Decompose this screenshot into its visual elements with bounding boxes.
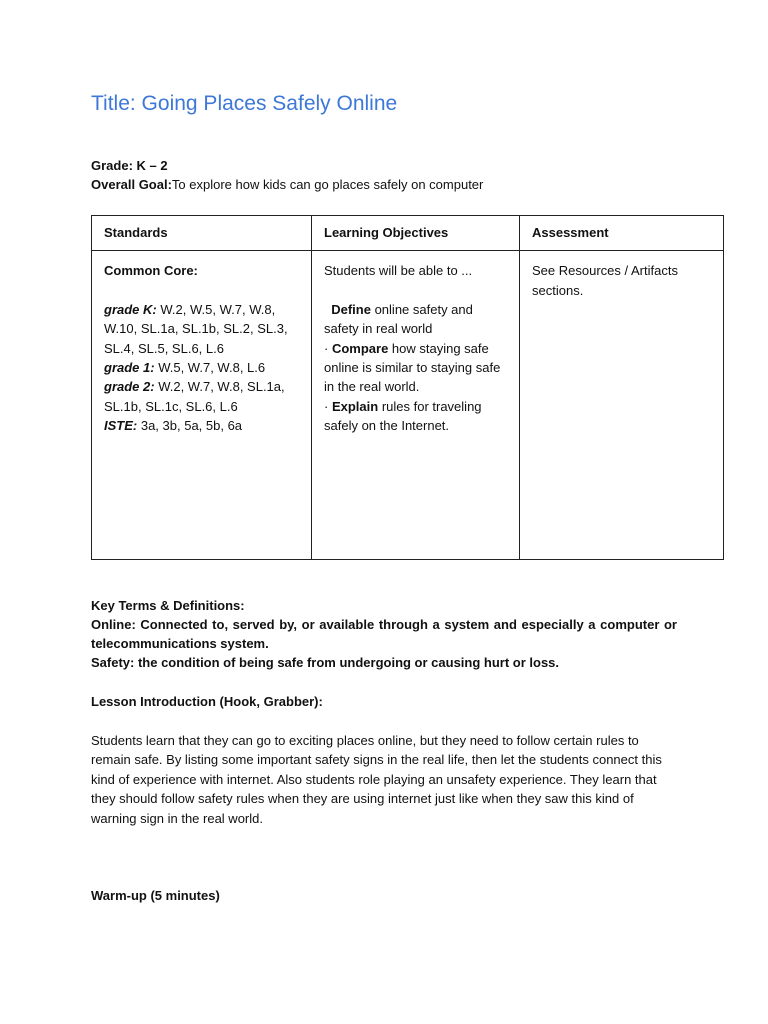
- lesson-title: Title: Going Places Safely Online: [91, 92, 398, 115]
- objective-verb: Define: [331, 301, 371, 317]
- overall-goal-value: To explore how kids can go places safely on computer: [171, 177, 484, 192]
- grade-1-label: grade 1:: [104, 360, 155, 376]
- definition-safety: Safety: the condition of being safe from undergoing or causing hurt or loss.: [91, 655, 560, 670]
- lesson-intro-heading: Lesson Introduction (Hook, Grabber):: [91, 694, 323, 709]
- objective-text: online safety and safety in real world: [324, 301, 473, 337]
- objectives-intro: Students will be able to ...: [324, 263, 473, 279]
- common-core-heading: Common Core:: [104, 263, 198, 279]
- grade-2-label: grade 2:: [104, 379, 155, 395]
- grade-k-value: W.2, W.5, W.7, W.8, W.10, SL.1a, SL.1b, SL.2, SL.3, SL.4, SL.5, SL.6, L.6: [104, 301, 288, 356]
- table-body-row: [92, 251, 724, 560]
- iste-value: 3a, 3b, 5a, 5b, 6a: [137, 418, 243, 434]
- objective-item: [324, 300, 507, 339]
- standards-cell: [92, 251, 312, 560]
- objective-item: [324, 339, 507, 397]
- overall-goal-label: Overall Goal:: [91, 177, 172, 192]
- warmup-heading: Warm-up (5 minutes): [91, 888, 220, 903]
- objective-item: [324, 397, 507, 436]
- key-terms-heading: Key Terms & Definitions:: [91, 598, 245, 613]
- objective-bullet: ·: [324, 398, 332, 414]
- grade-k-label: grade K:: [104, 301, 157, 317]
- objective-text: how staying safe online is similar to staying safe in the real world.: [324, 340, 501, 395]
- standards-table: [91, 215, 724, 560]
- grade-k-standards: [104, 300, 299, 358]
- header-assessment: Assessment: [520, 216, 724, 251]
- header-standards: Standards: [92, 216, 312, 251]
- objective-verb: Compare: [331, 340, 389, 356]
- iste-label: ISTE:: [104, 418, 138, 434]
- overall-goal-line: [91, 175, 483, 194]
- grade-2-standards: [104, 377, 299, 416]
- grade-label: Grade:: [91, 158, 133, 173]
- grade-1-value: W.5, W.7, W.8, L.6: [154, 360, 266, 376]
- assessment-cell: See Resources / Artifacts sections.: [520, 251, 724, 560]
- header-learning-objectives: Learning Objectives: [312, 216, 520, 251]
- table-header-row: [92, 216, 724, 251]
- objective-text: rules for traveling safely on the Internet.: [324, 398, 482, 434]
- objectives-cell: [312, 251, 520, 560]
- objective-verb: Explain: [331, 398, 379, 414]
- definition-online: Online: Connected to, served by, or available through a system and especially a computer or telecommunications system.: [91, 617, 677, 652]
- objective-bullet: ·: [324, 340, 332, 356]
- grade-1-standards: [104, 358, 299, 377]
- lesson-intro-body: Students learn that they can go to exciting places online, but they need to follow certain rules to remain safe. By listing some important safety signs in the real life, then let the students connect this kind of experience with internet. Also students role playing an unsafety experience. They learn that they should follow safety rules when they are using internet just like when they saw this kind of warning sign in the real world.: [91, 733, 662, 826]
- iste-standards: [104, 416, 299, 435]
- grade-value: K – 2: [136, 158, 168, 173]
- grade-line: [91, 156, 168, 175]
- grade-2-value: W.2, W.7, W.8, SL.1a, SL.1b, SL.1c, SL.6, L.6: [104, 379, 285, 414]
